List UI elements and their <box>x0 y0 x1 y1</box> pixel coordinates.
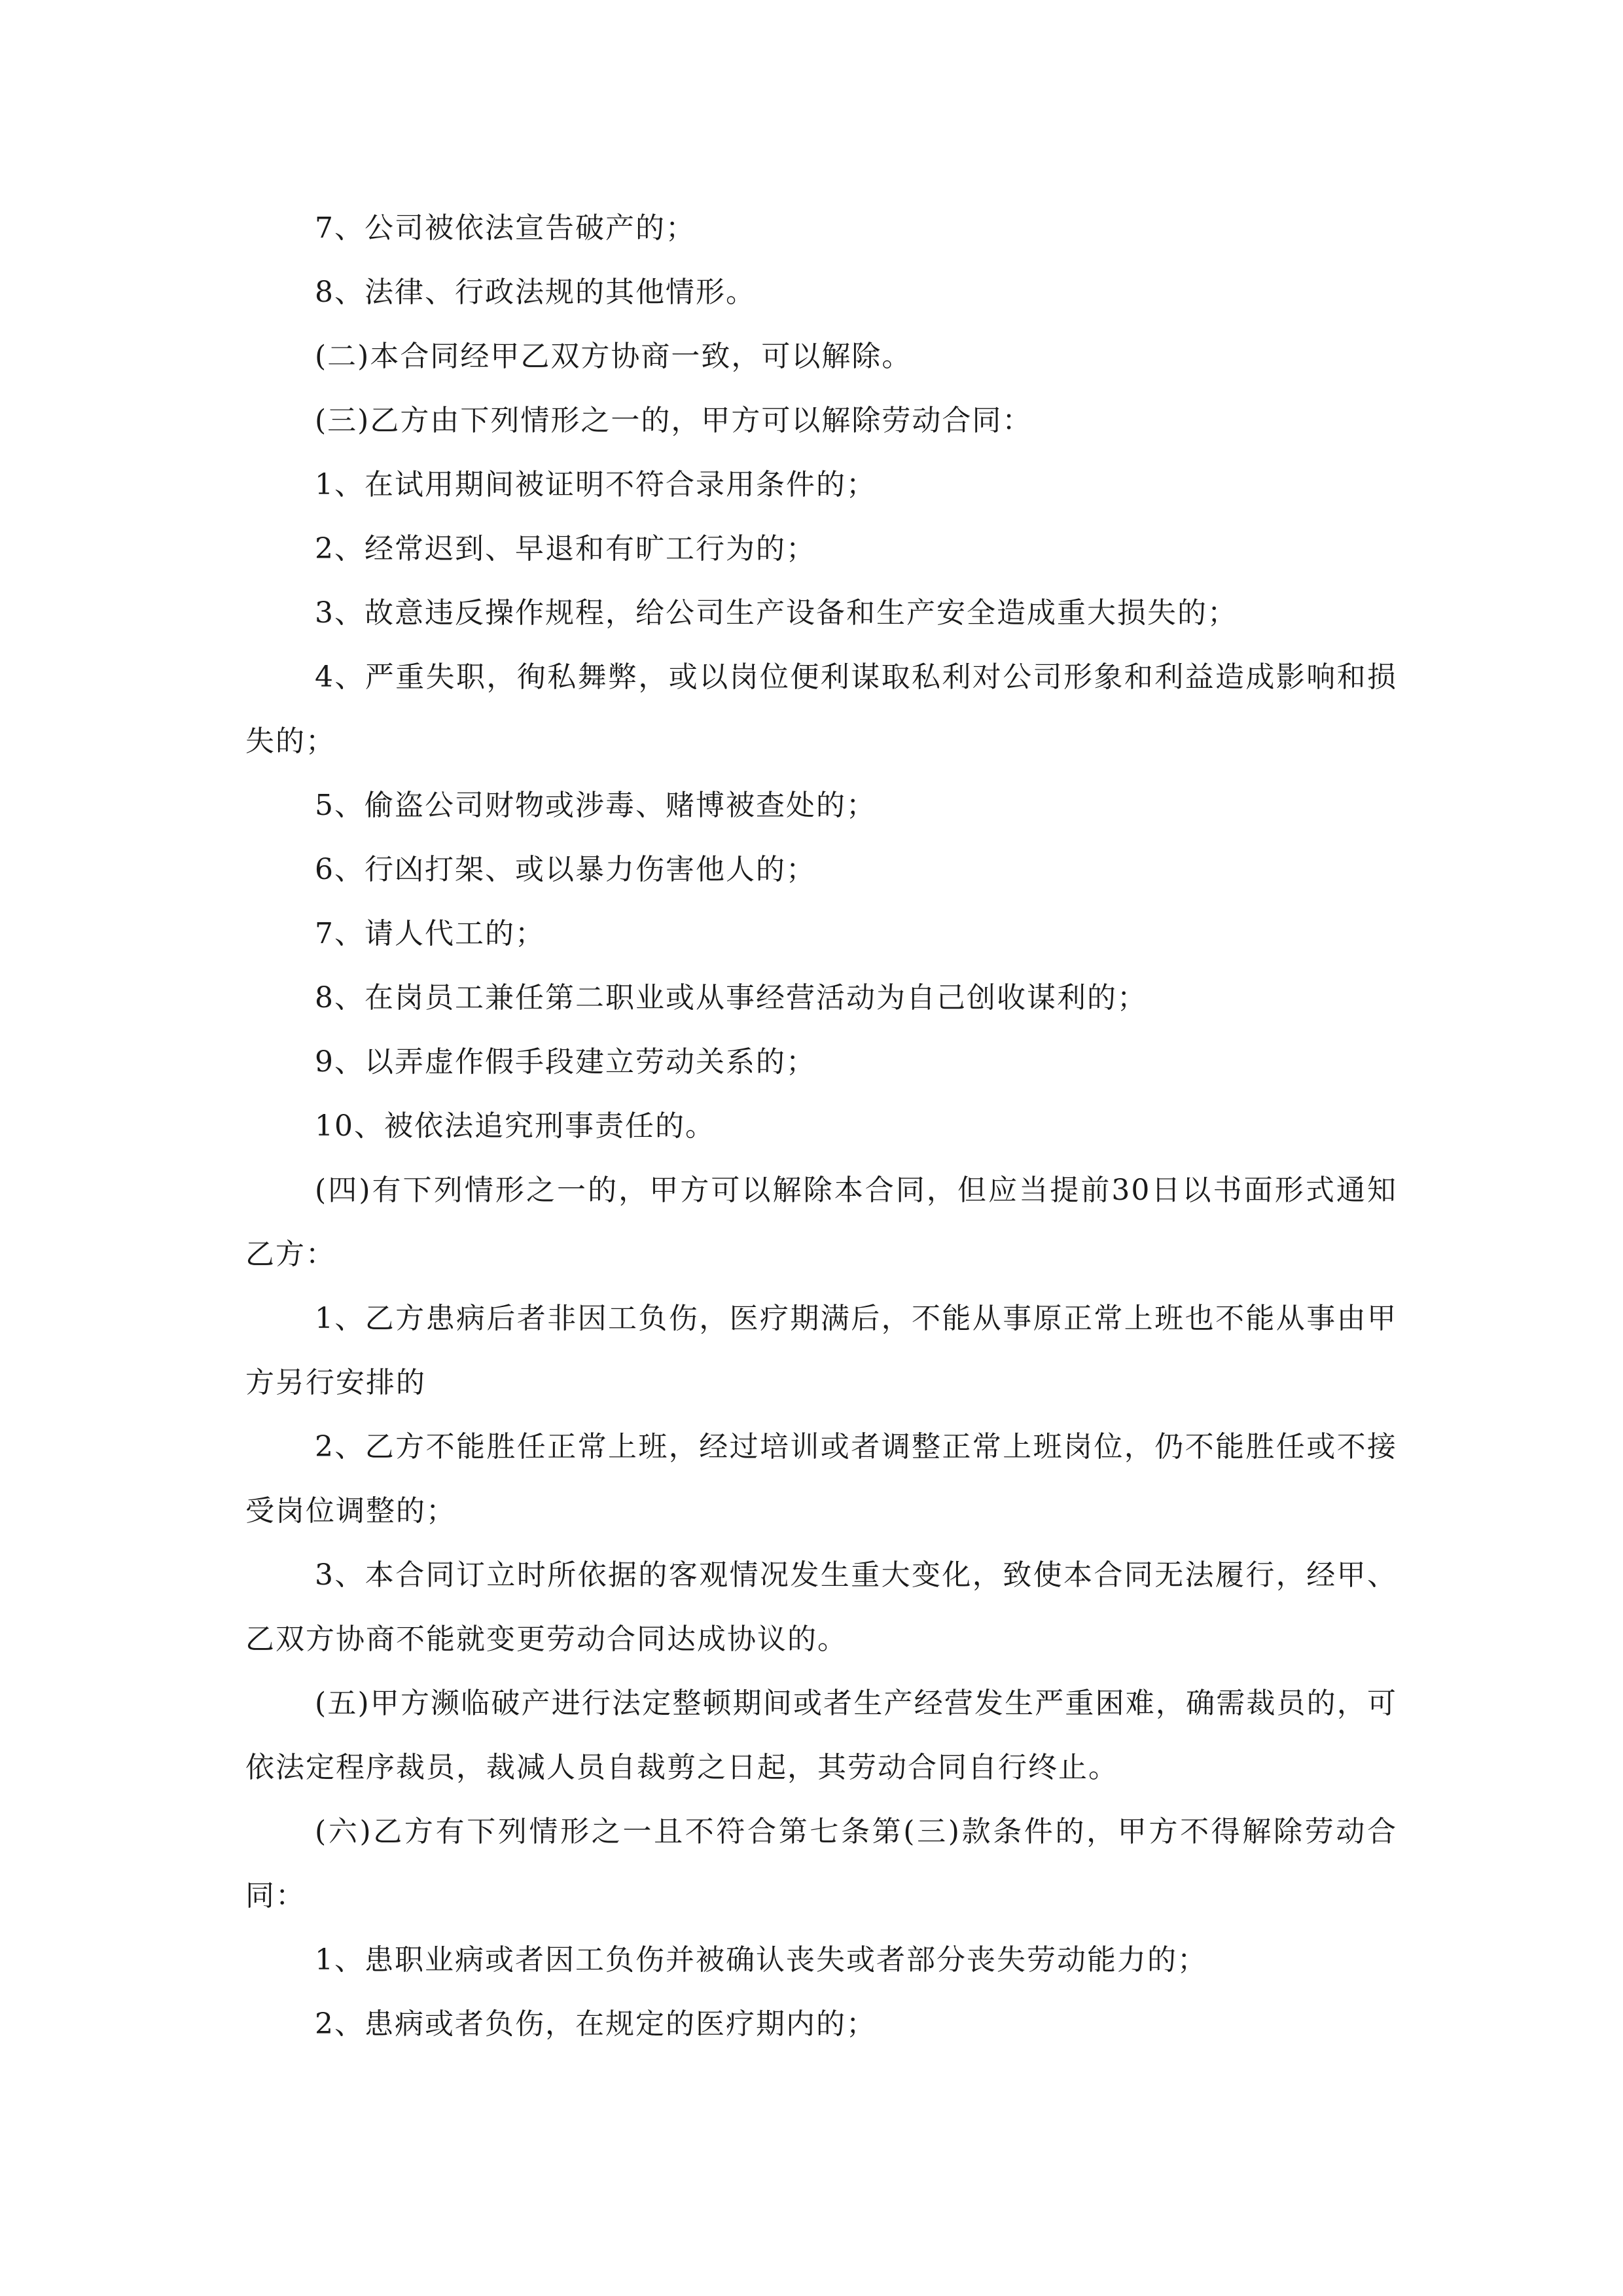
section-3-item-8: 8、在岗员工兼任第二职业或从事经营活动为自己创收谋利的； <box>315 981 1147 1014</box>
section-3-item-2: 2、经常迟到、早退和有旷工行为的； <box>315 532 816 565</box>
section-3-heading: (三)乙方由下列情形之一的，甲方可以解除劳动合同： <box>315 404 1033 437</box>
section-3-item-4: 4、严重失职，徇私舞弊，或以岗位便利谋取私利对公司形象和利益造成影响和损失的； <box>245 660 1397 758</box>
section-5-layoffs: (五)甲方濒临破产进行法定整顿期间或者生产经营发生严重困难，确需裁员的，可依法定程序裁员，裁减人员自裁剪之日起，其劳动合同自行终止。 <box>245 1687 1397 1784</box>
section-6-item-1: 1、患职业病或者因工负伤并被确认丧失或者部分丧失劳动能力的； <box>315 1943 1207 1977</box>
section-4-item-1: 1、乙方患病后者非因工负伤，医疗期满后，不能从事原正常上班也不能从事由甲方另行安排的 <box>245 1302 1397 1399</box>
section-3-item-10: 10、被依法追究刑事责任的。 <box>315 1109 715 1143</box>
section-2-mutual-termination: (二)本合同经甲乙双方协商一致，可以解除。 <box>315 340 912 373</box>
clause-7-bankruptcy: 7、公司被依法宣告破产的； <box>315 211 696 245</box>
section-4-item-3: 3、本合同订立时所依据的客观情况发生重大变化，致使本合同无法履行，经甲、乙双方协商不能就变更劳动合同达成协议的。 <box>245 1558 1397 1656</box>
document-body <box>245 196 1397 2056</box>
section-3-item-7: 7、请人代工的； <box>315 917 545 950</box>
clause-8-other-laws: 8、法律、行政法规的其他情形。 <box>315 276 756 309</box>
section-6-item-2: 2、患病或者负伤，在规定的医疗期内的； <box>315 2007 876 2041</box>
section-3-item-1: 1、在试用期间被证明不符合录用条件的； <box>315 468 876 501</box>
section-3-item-3: 3、故意违反操作规程，给公司生产设备和生产安全造成重大损失的； <box>315 596 1238 630</box>
section-3-item-9: 9、以弄虚作假手段建立劳动关系的； <box>315 1045 816 1079</box>
section-6-heading: (六)乙方有下列情形之一且不符合第七条第(三)款条件的，甲方不得解除劳动合同： <box>245 1815 1397 1912</box>
section-3-item-5: 5、偷盗公司财物或涉毒、赌博被查处的； <box>315 789 876 822</box>
section-3-item-6: 6、行凶打架、或以暴力伤害他人的； <box>315 853 816 886</box>
section-4-item-2: 2、乙方不能胜任正常上班，经过培训或者调整正常上班岗位，仍不能胜任或不接受岗位调整的； <box>245 1430 1397 1528</box>
section-4-heading: (四)有下列情形之一的，甲方可以解除本合同，但应当提前30日以书面形式通知乙方： <box>245 1174 1397 1271</box>
